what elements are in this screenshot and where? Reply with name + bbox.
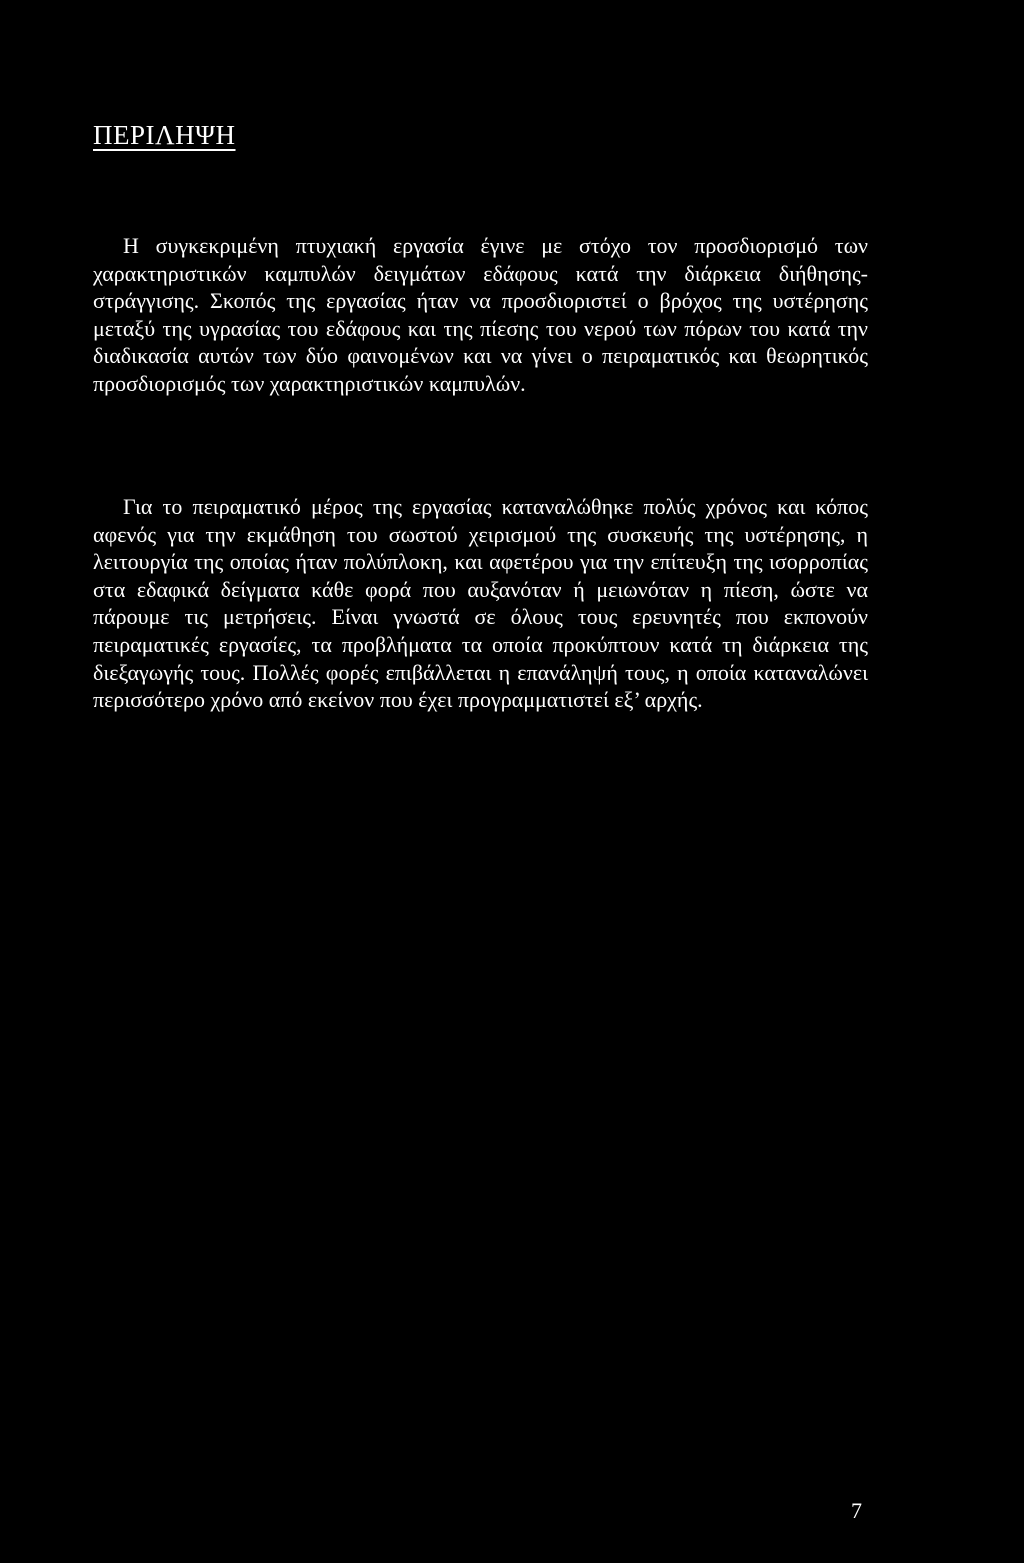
paragraph-2: Για το πειραματικό μέρος της εργασίας καταναλώθηκε πολύς χρόνος και κόπος αφενός για την εκμάθηση του σωστού χειρισμού της συσκευής της υστέρησης, η λειτουργία της οποίας ήταν πολύπλοκη, και αφετέρου για την επίτευξη της ισορροπίας στα εδαφικά δείγματα κάθε φορά που αυξανόταν ή μειωνόταν η πίεση, ώστε να πάρουμε τις μετρήσεις. Είναι γνωστά σε όλους τους ερευνητές που εκπονούν πειραματικές εργασίες, τα προβλήματα τα οποία προκύπτουν κατά τη διάρκεια της διεξαγωγής τους. Πολλές φορές επιβάλλεται η επανάληψή τους, η οποία καταναλώνει περισσότερο χρόνο από εκείνον που έχει προγραμματιστεί εξ’ αρχής. (93, 494, 868, 713)
paragraph-1: Η συγκεκριμένη πτυχιακή εργασία έγινε με στόχο τον προσδιορισμό των χαρακτηριστικών καμπυλών δειγμάτων εδάφους κατά την διάρκεια διήθησης-στράγγισης. Σκοπός της εργασίας ήταν να προσδιοριστεί ο βρόχος της υστέρησης μεταξύ της υγρασίας του εδάφους και της πίεσης του νερού των πόρων του κατά την διαδικασία αυτών των δύο φαινομένων και να γίνει ο πειραματικός και θεωρητικός προσδιορισμός των χαρακτηριστικών καμπυλών. (93, 233, 868, 396)
page-number: 7 (851, 1498, 862, 1523)
page-heading: ΠΕΡΙΛΗΨΗ (93, 120, 236, 150)
